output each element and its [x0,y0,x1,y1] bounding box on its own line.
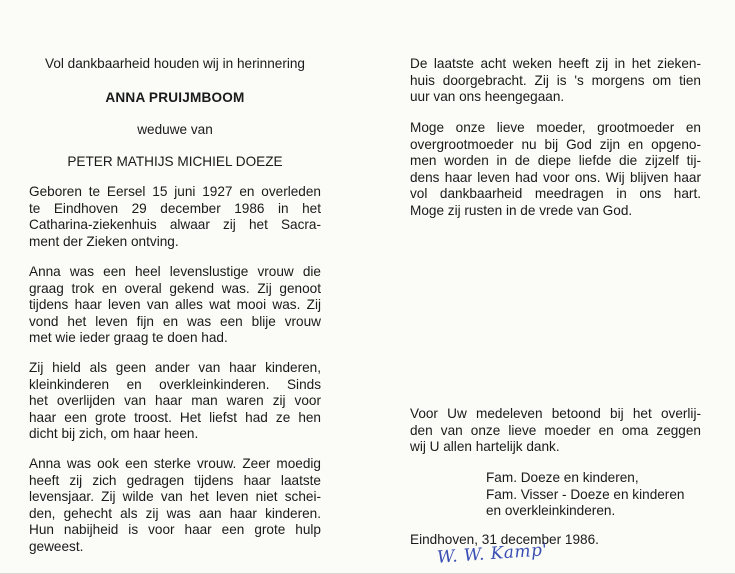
family-line: en overkleinkinderen. [486,503,616,519]
text-line: haar een grote troost. Het liefst had ze hen [29,409,321,425]
intro-text: Vol dankbaarheid houden wij in herinnering [45,56,305,71]
husband-name: PETER MATHIJS MICHIEL DOEZE [67,154,283,169]
text-line: ment der Zieken ontving. [29,233,179,249]
deceased-name: ANNA PRUIJMBOOM [105,90,245,105]
widow-of-text: weduwe van [137,122,213,137]
text-line: vol dankbaarheid meedragen in ons hart. [410,186,701,202]
text-line: tijdens haar leven van alles wat mooi was. Zij [29,297,321,313]
text-line: Voor Uw medeleven betoond bij het overlij- [410,406,701,421]
text-line: graag trok en overal gekend was. Zij genoot [29,280,321,296]
text-line: Moge zij rusten in de vrede van God. [410,202,633,218]
paragraph-hospital [410,56,701,106]
text-line: dens haar leven had voor ons. Wij blijven haar [410,169,701,185]
paragraph-birth-death [29,184,321,250]
text-line: Geboren te Eersel 15 juni 1927 en overleden [29,184,321,199]
text-line: Anna was een heel levenslustige vrouw die [29,264,321,279]
text-line: levensjaar. Zij wilde van het leven niet schei- [29,489,321,505]
text-line: heeft zij zich gedragen tijdens haar laatste [29,472,321,488]
text-line: Moge onze lieve moeder, grootmoeder en [410,120,701,135]
place-date: Eindhoven, 31 december 1986. [410,532,599,547]
paragraph-strength [29,456,321,556]
text-line: Catharina-ziekenhuis alwaar zij het Sacra- [29,217,321,233]
text-line: Zij hield als geen ander van haar kinderen, [29,360,321,375]
paragraph-prayer [410,120,701,220]
text-line: Anna was ook een sterke vrouw. Zeer moedig [29,456,321,471]
text-line: uur van ons heengegaan. [410,89,565,105]
family-line: Fam. Visser - Doeze en kinderen [486,486,685,502]
paragraph-family [29,360,321,443]
text-line: dicht bij zich, om haar heen. [29,426,199,442]
text-line: wij U allen hartelijk dank. [410,439,560,455]
text-line: met wie ieder graag te doen had. [29,330,228,346]
text-line: Hun nabijheid is voor haar een grote hulp [29,522,321,538]
text-line: den van onze lieve moeder en oma zeggen [410,422,701,438]
family-signature [410,470,701,520]
text-line: huis doorgebracht. Zij is 's morgens om tien [410,72,701,88]
paragraph-thanks [410,406,701,456]
text-line: geweest. [29,538,84,554]
text-line: men worden in de diepe liefde die zijzelf tij- [410,153,701,169]
family-line: Fam. Doeze en kinderen, [486,470,639,485]
text-line: het overlijden van haar man waren zij voor [29,393,321,409]
text-line: den, gehecht als zij was aan haar kinderen. [29,505,321,521]
text-line: te Eindhoven 29 december 1986 in het [29,200,321,216]
handwritten-note: W. W. Kamp' [436,540,549,568]
text-line: kleinkinderen en overkleinkinderen. Sinds [29,376,321,392]
text-line: vond het leven fijn en was een blije vrouw [29,313,321,329]
paragraph-character [29,264,321,347]
text-line: De laatste acht weken heeft zij in het zieken- [410,56,701,71]
text-line: overgrootmoeder nu bij God zijn en opgeno- [410,136,701,152]
